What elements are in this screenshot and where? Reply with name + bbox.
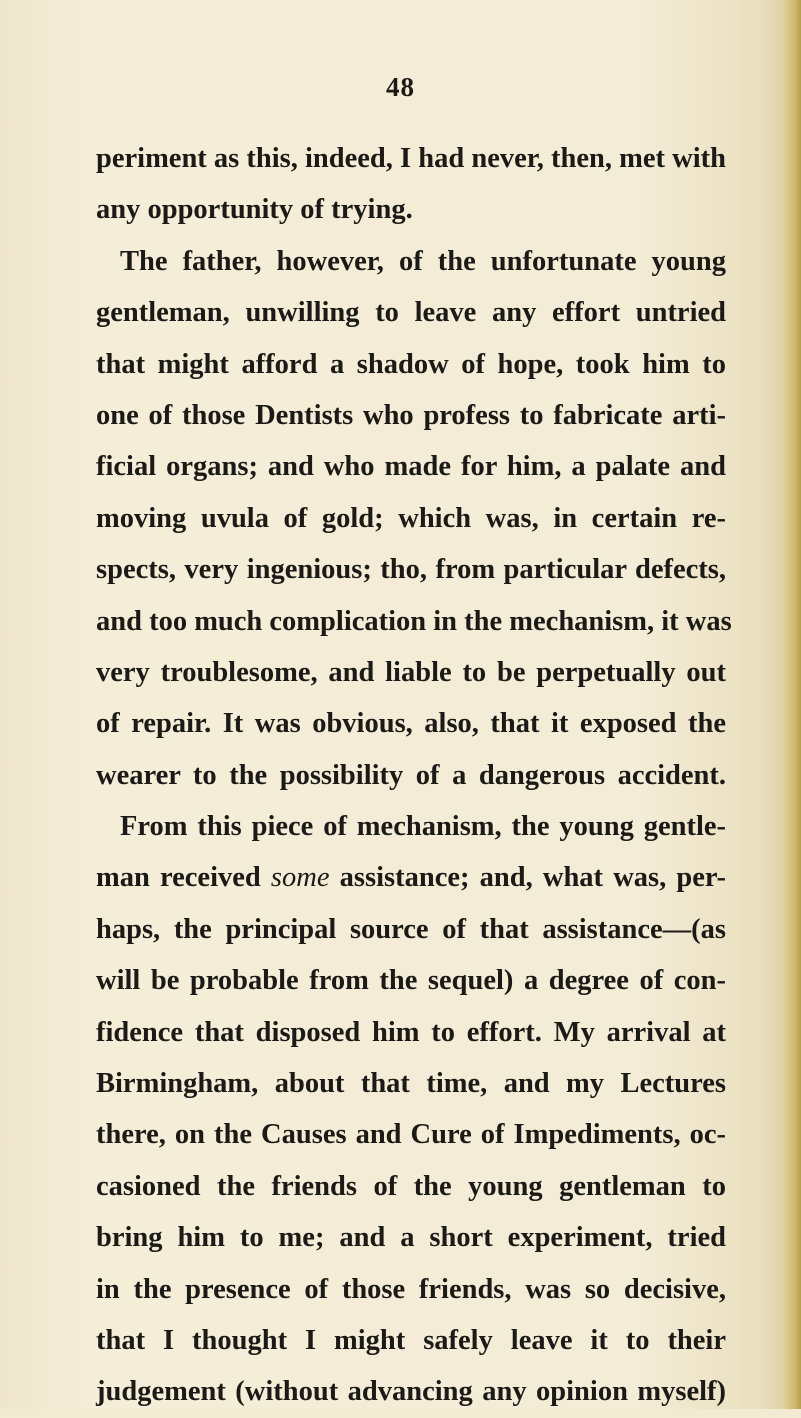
page-number: 48 <box>386 72 415 102</box>
text-line: wearer to the possibility of a dangerous accident. <box>96 759 726 791</box>
text-line: The father, however, of the unfortunate young <box>120 245 726 277</box>
text-line: spects, very ingenious; tho, from particular defects, <box>96 554 726 586</box>
text-line: ficial organs; and who made for him, a palate and <box>96 451 726 483</box>
text-line-with-emphasis <box>96 852 726 903</box>
text-line: gentleman, unwilling to leave any effort untried <box>96 297 726 329</box>
text-line: moving uvula of gold; which was, in certain re- <box>96 502 726 534</box>
text-line: will be probable from the sequel) a degree of con- <box>96 965 726 997</box>
text-line: bring him to me; and a short experiment, tried <box>96 1222 726 1254</box>
text-line: and too much complication in the mechanism, it was <box>96 605 732 637</box>
page-edge-stain <box>783 0 801 1409</box>
text-line: very troublesome, and liable to be perpetually out <box>96 656 726 688</box>
text-line: judgement (without advancing any opinion myself) <box>96 1376 726 1408</box>
text-line: fidence that disposed him to effort. My arrival at <box>96 1016 726 1048</box>
text-line: one of those Dentists who profess to fabricate arti- <box>96 399 726 431</box>
body-text <box>96 133 732 1418</box>
text-line: haps, the principal source of that assistance—(as <box>96 913 726 945</box>
text-line: that I thought I might safely leave it to their <box>96 1324 726 1356</box>
text-line: casioned the friends of the young gentleman to <box>96 1170 726 1202</box>
text-line: any opportunity of trying. <box>96 194 413 226</box>
text-line: From this piece of mechanism, the young gentle- <box>120 811 726 843</box>
text-segment: man received <box>96 862 271 894</box>
text-line: there, on the Causes and Cure of Impediments, oc- <box>96 1119 726 1151</box>
text-line: Birmingham, about that time, and my Lectures <box>96 1068 726 1100</box>
text-line: that might afford a shadow of hope, took him to <box>96 348 726 380</box>
text-line: periment as this, indeed, I had never, then, met with <box>96 143 726 174</box>
text-line: of repair. It was obvious, also, that it exposed the <box>96 708 726 740</box>
text-line: in the presence of those friends, was so decisive, <box>96 1273 726 1305</box>
emphasized-word: some <box>270 862 330 894</box>
text-segment: assistance; and, what was, per- <box>329 862 727 894</box>
